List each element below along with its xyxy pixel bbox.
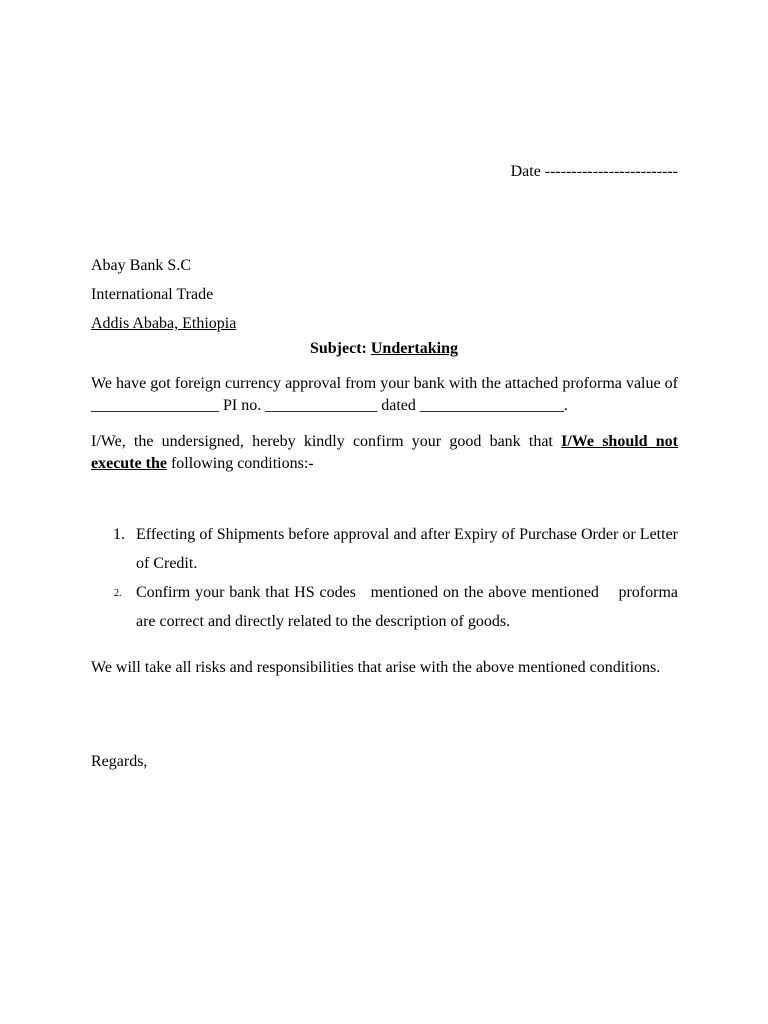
condition-text: Confirm your bank that HS codes mentioned on the above mentioned proforma are correct and directly related to the description of goods. [136,584,682,630]
closing-regards: Regards, [91,753,148,770]
recipient-department: International Trade [91,286,214,303]
conditions-list [91,520,682,636]
subject-label: Subject: [309,340,371,357]
condition-item [91,578,682,636]
recipient-address [91,251,236,338]
approval-paragraph: We have got foreign currency approval from your bank with the attached proforma value of ________________ PI no. ______________ dated __________________. [91,375,678,414]
responsibility-paragraph: We will take all risks and responsibilities that arise with the above mentioned conditions. [91,659,661,676]
confirmation-emphasis: I/We should not execute the [91,433,679,472]
confirmation-paragraph [91,431,678,475]
condition-number: 2. [114,588,122,599]
confirmation-tail: following conditions:- [166,455,314,472]
recipient-name: Abay Bank S.C [91,257,191,274]
condition-text: Effecting of Shipments before approval and after Expiry of Purchase Order or Letter of Credit. [136,526,678,572]
condition-item [91,520,678,578]
date-line: Date ------------------------- [510,163,678,180]
subject-text: Undertaking [370,340,458,357]
recipient-city: Addis Ababa, Ethiopia [91,315,237,332]
confirmation-text: I/We, the undersigned, hereby kindly confirm your good bank that [91,433,562,450]
condition-number: 1. [113,526,125,543]
subject-line [0,339,768,359]
